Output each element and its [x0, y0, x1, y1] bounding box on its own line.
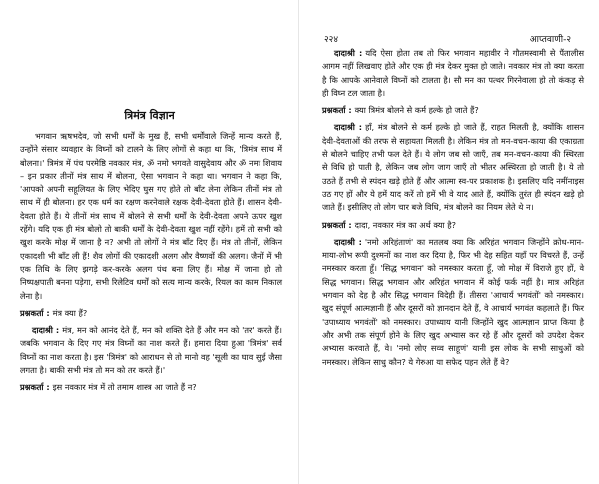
paragraph-text: क्या त्रिमंत्र बोलने से कर्म हल्के हो जाते हैं?	[354, 105, 479, 116]
paragraph	[322, 47, 584, 100]
paragraph-text: मंत्र क्या हैं?	[52, 307, 88, 318]
page-number: २२४	[324, 35, 339, 45]
chapter-title: त्रिमंत्र विज्ञान	[124, 109, 175, 122]
speaker-label: प्रश्नकर्ता :	[322, 219, 352, 230]
paragraph-text: भगवान ऋषभदेव, जो सभी धर्मों के मुख हैं, सभी धर्मोंवाले जिन्हें मान्य करते हैं, उन्होंने संसार व्यवहार के विघ्नों को टालने के लिए लोगों से कहा था कि, 'त्रिमंत्र साथ में बोलना।' त्रिमंत्र में पंच परमेष्ठि नवकार मंत्र, ॐ नमो भगवते वासुदेवाय और ॐ नमः शिवाय – इन प्रकार तीनों मंत्र साथ में बोलना, ऐसा भगवान ने कहा था। भगवान ने कहा कि, 'आपको अपनी सहूलियत के लिए भेदिए घुस गए होते तो बाँट लेना लेकिन तीनों मंत्र तो साथ में ही बोलना। हर एक धर्म का रक्षण करनेवाले रक्षक देवी-देवता होते हैं। शासन देवी-देवता होते हैं। ये तीनों मंत्र साथ में बोलने से सभी धर्मों के देवी-देवता अपने ऊपर खुश रहेंगे। यदि एक ही मंत्र बोलो तो बाकी धर्मों के देवी-देवता खुश नहीं रहेंगे। हमें तो सभी को खुश करके मोक्ष में जाना है न? अभी तो लोगों ने मंत्र बाँट दिए हैं। मंत्र तो तीनों, लेकिन एकादशी भी बाँट ली हैं! शैव लोगों की एकादशी अलग और वैष्णवों की अलग। जैनों में भी एक तिथि के लिए झगड़े कर-करके अलग पंथ बना लिए हैं। मोक्ष में जाना हो तो निष्पक्षपाती बनना पड़ेगा, सभी रिलेटिव धर्मों को सत्य मान्य करके, रियल का काम निकाल लेना है।	[20, 131, 282, 301]
speaker-label: प्रश्नकर्ता :	[20, 382, 50, 393]
speaker-label: दादाश्री :	[334, 236, 362, 247]
paragraph	[322, 219, 584, 232]
left-text-column	[20, 130, 282, 399]
speaker-label: दादाश्री :	[334, 122, 363, 133]
paragraph	[20, 307, 282, 320]
speaker-label: दादाश्री :	[334, 48, 363, 58]
left-page	[0, 0, 299, 484]
paragraph-text: यदि ऐसा होता तब तो फिर भगवान महावीर ने गौतमस्वामी से पैंतालीस आगम नहीं लिखवाए होते और एक ही मंत्र देकर मुक्त हो जाते। नवकार मंत्र तो क्या करता है कि आपके आनेवाले विघ्नों को टालता है। सौ मन का पत्थर गिरनेवाला हो तो कंकड़ से ही विघ्न टल जाता है।	[322, 48, 584, 98]
paragraph	[322, 236, 584, 369]
paragraph-text: मंत्र, मन को आनंद देते हैं, मन को शक्ति देते हैं और मन को 'तर' करते हैं। जबकि भगवान के दिए गए मंत्र विघ्नों का नाश करते हैं। हमारा दिया हुआ 'त्रिमंत्र' सर्व विघ्नों का नाश करता है। इस 'त्रिमंत्र' को आराधन से तो मानो वह 'सूली का घाव सुई जैसा लगता है। बाकी सभी मंत्र तो मन को तर करते हैं।'	[20, 325, 282, 376]
speaker-label: प्रश्नकर्ता :	[322, 105, 352, 116]
running-title: आप्तवाणी-२	[529, 35, 571, 45]
paragraph	[322, 121, 584, 214]
paragraph	[20, 324, 282, 377]
paragraph	[20, 130, 282, 303]
speaker-label: दादाश्री :	[32, 325, 60, 336]
paragraph-text: दादा, नवकार मंत्र का अर्थ क्या है?	[354, 219, 456, 230]
paragraph	[20, 381, 282, 394]
right-page	[300, 0, 599, 484]
speaker-label: प्रश्नकर्ता :	[20, 307, 50, 318]
paragraph-text: 'नमो अरिहंताणं' का मतलब क्या कि अरिहंत भगवान जिन्होंने क्रोध-मान-माया-लोभ रूपी दुश्मनों का नाश कर दिया है, फिर भी देह सहित यहाँ पर विचरते हैं, उन्हें नमस्कार करता हूँ। 'सिद्ध भगवान' को नमस्कार करता हूँ, जो मोक्ष में विराजे हुए हों, वे सिद्ध भगवान। सिद्ध भगवान और अरिहंत भगवान में कोई फर्क नहीं है। मात्र अरिहंत भगवान को देह है और सिद्ध भगवान विदेही हैं। तीसरा 'आचार्य भगवंतों' को नमस्कार। खुद संपूर्ण आत्मज्ञानी हैं और दूसरों को ज्ञानदान देते हैं, वे आचार्य भगवंत कहलाते हैं। फिर 'उपाध्याय भगवंतों' को नमस्कार। उपाध्याय यानी जिन्होंने खुद आत्मज्ञान प्राप्त किया है और अभी तक संपूर्ण होने के लिए खुद अभ्यास कर रहे हैं और दूसरों को उपदेश देकर अभ्यास करवाते हैं, वे। 'नमो लोए सव्व साहूणं' यानी इस लोक के सभी साधुओं को नमस्कार। लेकिन साधु कौन? ये गेरुआ या सफेद पहन लेते हैं वे?	[322, 236, 585, 367]
right-text-column	[322, 47, 584, 373]
paragraph-text: हाँ, मंत्र बोलने से कर्म हल्के हो जाते हैं, राहत मिलती है, क्योंकि शासन देवी-देवताओं की तरफ से सहायता मिलती है। लेकिन मंत्र तो मन-वचन-काया की एकाग्रता से बोलने चाहिए तभी फल देते हैं। ये लोग जब सो जाएँ, तब मन-वचन-काया की स्थिरता से विधि हो पाती है, लेकिन जब लोग जाग जाएँ तो भीतर अस्थिरता हो जाती है। ये तो उठते हैं तभी से स्पंदन खड़े होते हैं और आत्मा स्व-पर प्रकाशक है। इसलिए यदि नमींनाइस उठ गए हों और ये हमें याद करें तो हमें भी वे याद आते हैं, क्योंकि तुरंत ही स्पंदन खड़े हो जाते हैं। इसीलिए तो लोग चार बजे विधि, मंत्र बोलने का नियम लेते थे न।	[322, 122, 584, 213]
paragraph-text: इस नवकार मंत्र में तो तमाम शास्त्र आ जाते हैं न?	[52, 382, 197, 393]
paragraph	[322, 104, 584, 117]
running-head	[324, 32, 571, 45]
